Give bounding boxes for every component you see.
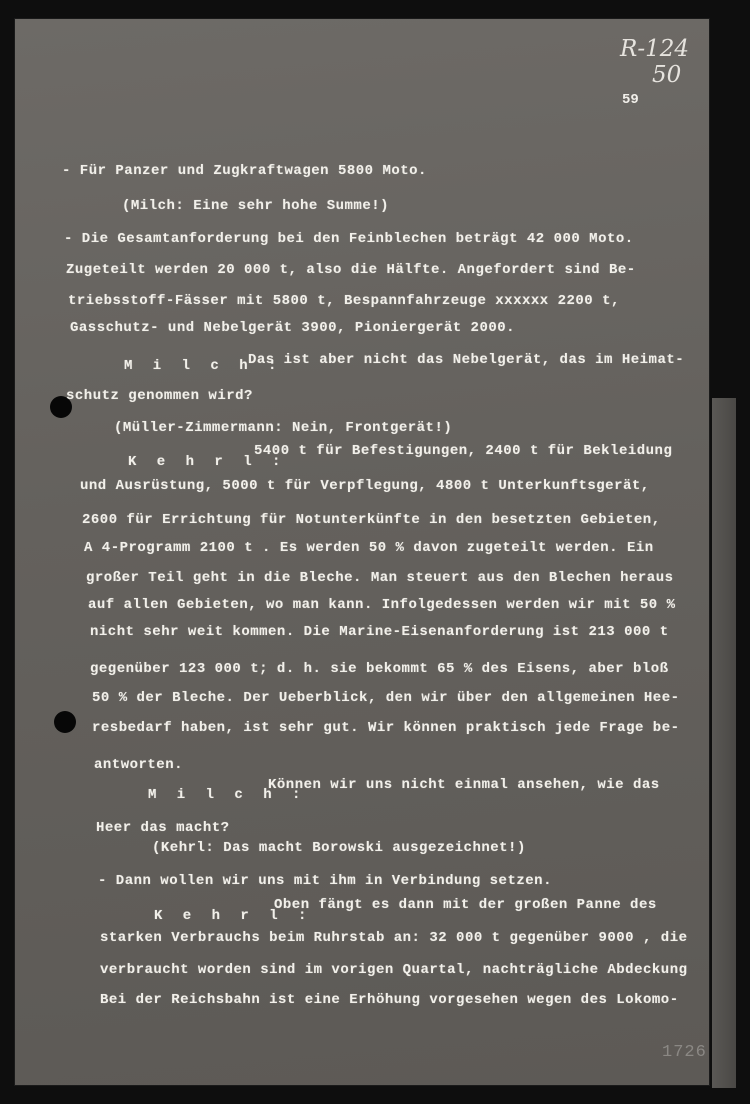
text-line: 5400 t für Befestigungen, 2400 t für Bekleidung: [254, 443, 673, 459]
text-line: verbraucht worden sind im vorigen Quartal, nachträgliche Abdeckung: [100, 962, 688, 978]
text-line: Gasschutz- und Nebelgerät 3900, Pioniergerät 2000.: [70, 320, 516, 336]
punch-hole-bottom: [54, 711, 76, 733]
text-line: schutz genommen wird?: [66, 388, 253, 404]
text-line: 50 % der Bleche. Der Ueberblick, den wir über den allgemeinen Hee-: [92, 690, 680, 706]
speaker-milch: M i l c h :: [148, 787, 307, 803]
speaker-milch: M i l c h :: [124, 358, 283, 374]
text-line: Heer das macht?: [96, 820, 230, 836]
text-line: gegenüber 123 000 t; d. h. sie bekommt 65 % des Eisens, aber bloß: [90, 661, 669, 677]
archive-mark-line2: 50: [652, 62, 682, 88]
archive-mark-line1: R-124: [620, 36, 689, 62]
archive-stamp-number: 1726: [662, 1043, 707, 1062]
paper-edge-strip: [712, 398, 736, 1088]
text-line: auf allen Gebieten, wo man kann. Infolgedessen werden wir mit 50 %: [88, 597, 676, 613]
text-line: - Für Panzer und Zugkraftwagen 5800 Moto.: [62, 163, 427, 179]
text-line: - Die Gesamtanforderung bei den Feinblechen beträgt 42 000 Moto.: [64, 231, 634, 247]
text-line: Oben fängt es dann mit der großen Panne des: [274, 897, 657, 913]
text-line: 2600 für Errichtung für Notunterkünfte in den besetzten Gebieten,: [82, 512, 661, 528]
text-line: - Dann wollen wir uns mit ihm in Verbindung setzen.: [98, 873, 552, 889]
text-line: und Ausrüstung, 5000 t für Verpflegung, 4800 t Unterkunftsgerät,: [80, 478, 650, 494]
text-line: Können wir uns nicht einmal ansehen, wie das: [268, 777, 660, 793]
speaker-kehrl: K e h r l :: [154, 908, 313, 924]
text-line: nicht sehr weit kommen. Die Marine-Eisenanforderung ist 213 000 t: [90, 624, 669, 640]
text-line: triebsstoff-Fässer mit 5800 t, Bespannfahrzeuge xxxxxx 2200 t,: [68, 293, 620, 309]
text-line: Das ist aber nicht das Nebelgerät, das im Heimat-: [248, 352, 685, 368]
text-line: antworten.: [94, 757, 184, 773]
text-line: (Kehrl: Das macht Borowski ausgezeichnet!): [152, 840, 526, 856]
text-line: Zugeteilt werden 20 000 t, also die Hälfte. Angefordert sind Be-: [66, 262, 636, 278]
text-line: Bei der Reichsbahn ist eine Erhöhung vorgesehen wegen des Lokomo-: [100, 992, 679, 1008]
text-line: (Müller-Zimmermann: Nein, Frontgerät!): [114, 420, 453, 436]
archive-mark: [620, 36, 700, 88]
speaker-kehrl: K e h r l :: [128, 454, 287, 470]
text-line: resbedarf haben, ist sehr gut. Wir können praktisch jede Frage be-: [92, 720, 680, 736]
text-line: A 4-Programm 2100 t . Es werden 50 % davon zugeteilt werden. Ein: [84, 540, 654, 556]
page-number: 59: [622, 92, 639, 108]
text-line: starken Verbrauchs beim Ruhrstab an: 32 000 t gegenüber 9000 , die: [100, 930, 688, 946]
text-line: großer Teil geht in die Bleche. Man steuert aus den Blechen heraus: [86, 570, 674, 586]
text-line: (Milch: Eine sehr hohe Summe!): [122, 198, 390, 214]
